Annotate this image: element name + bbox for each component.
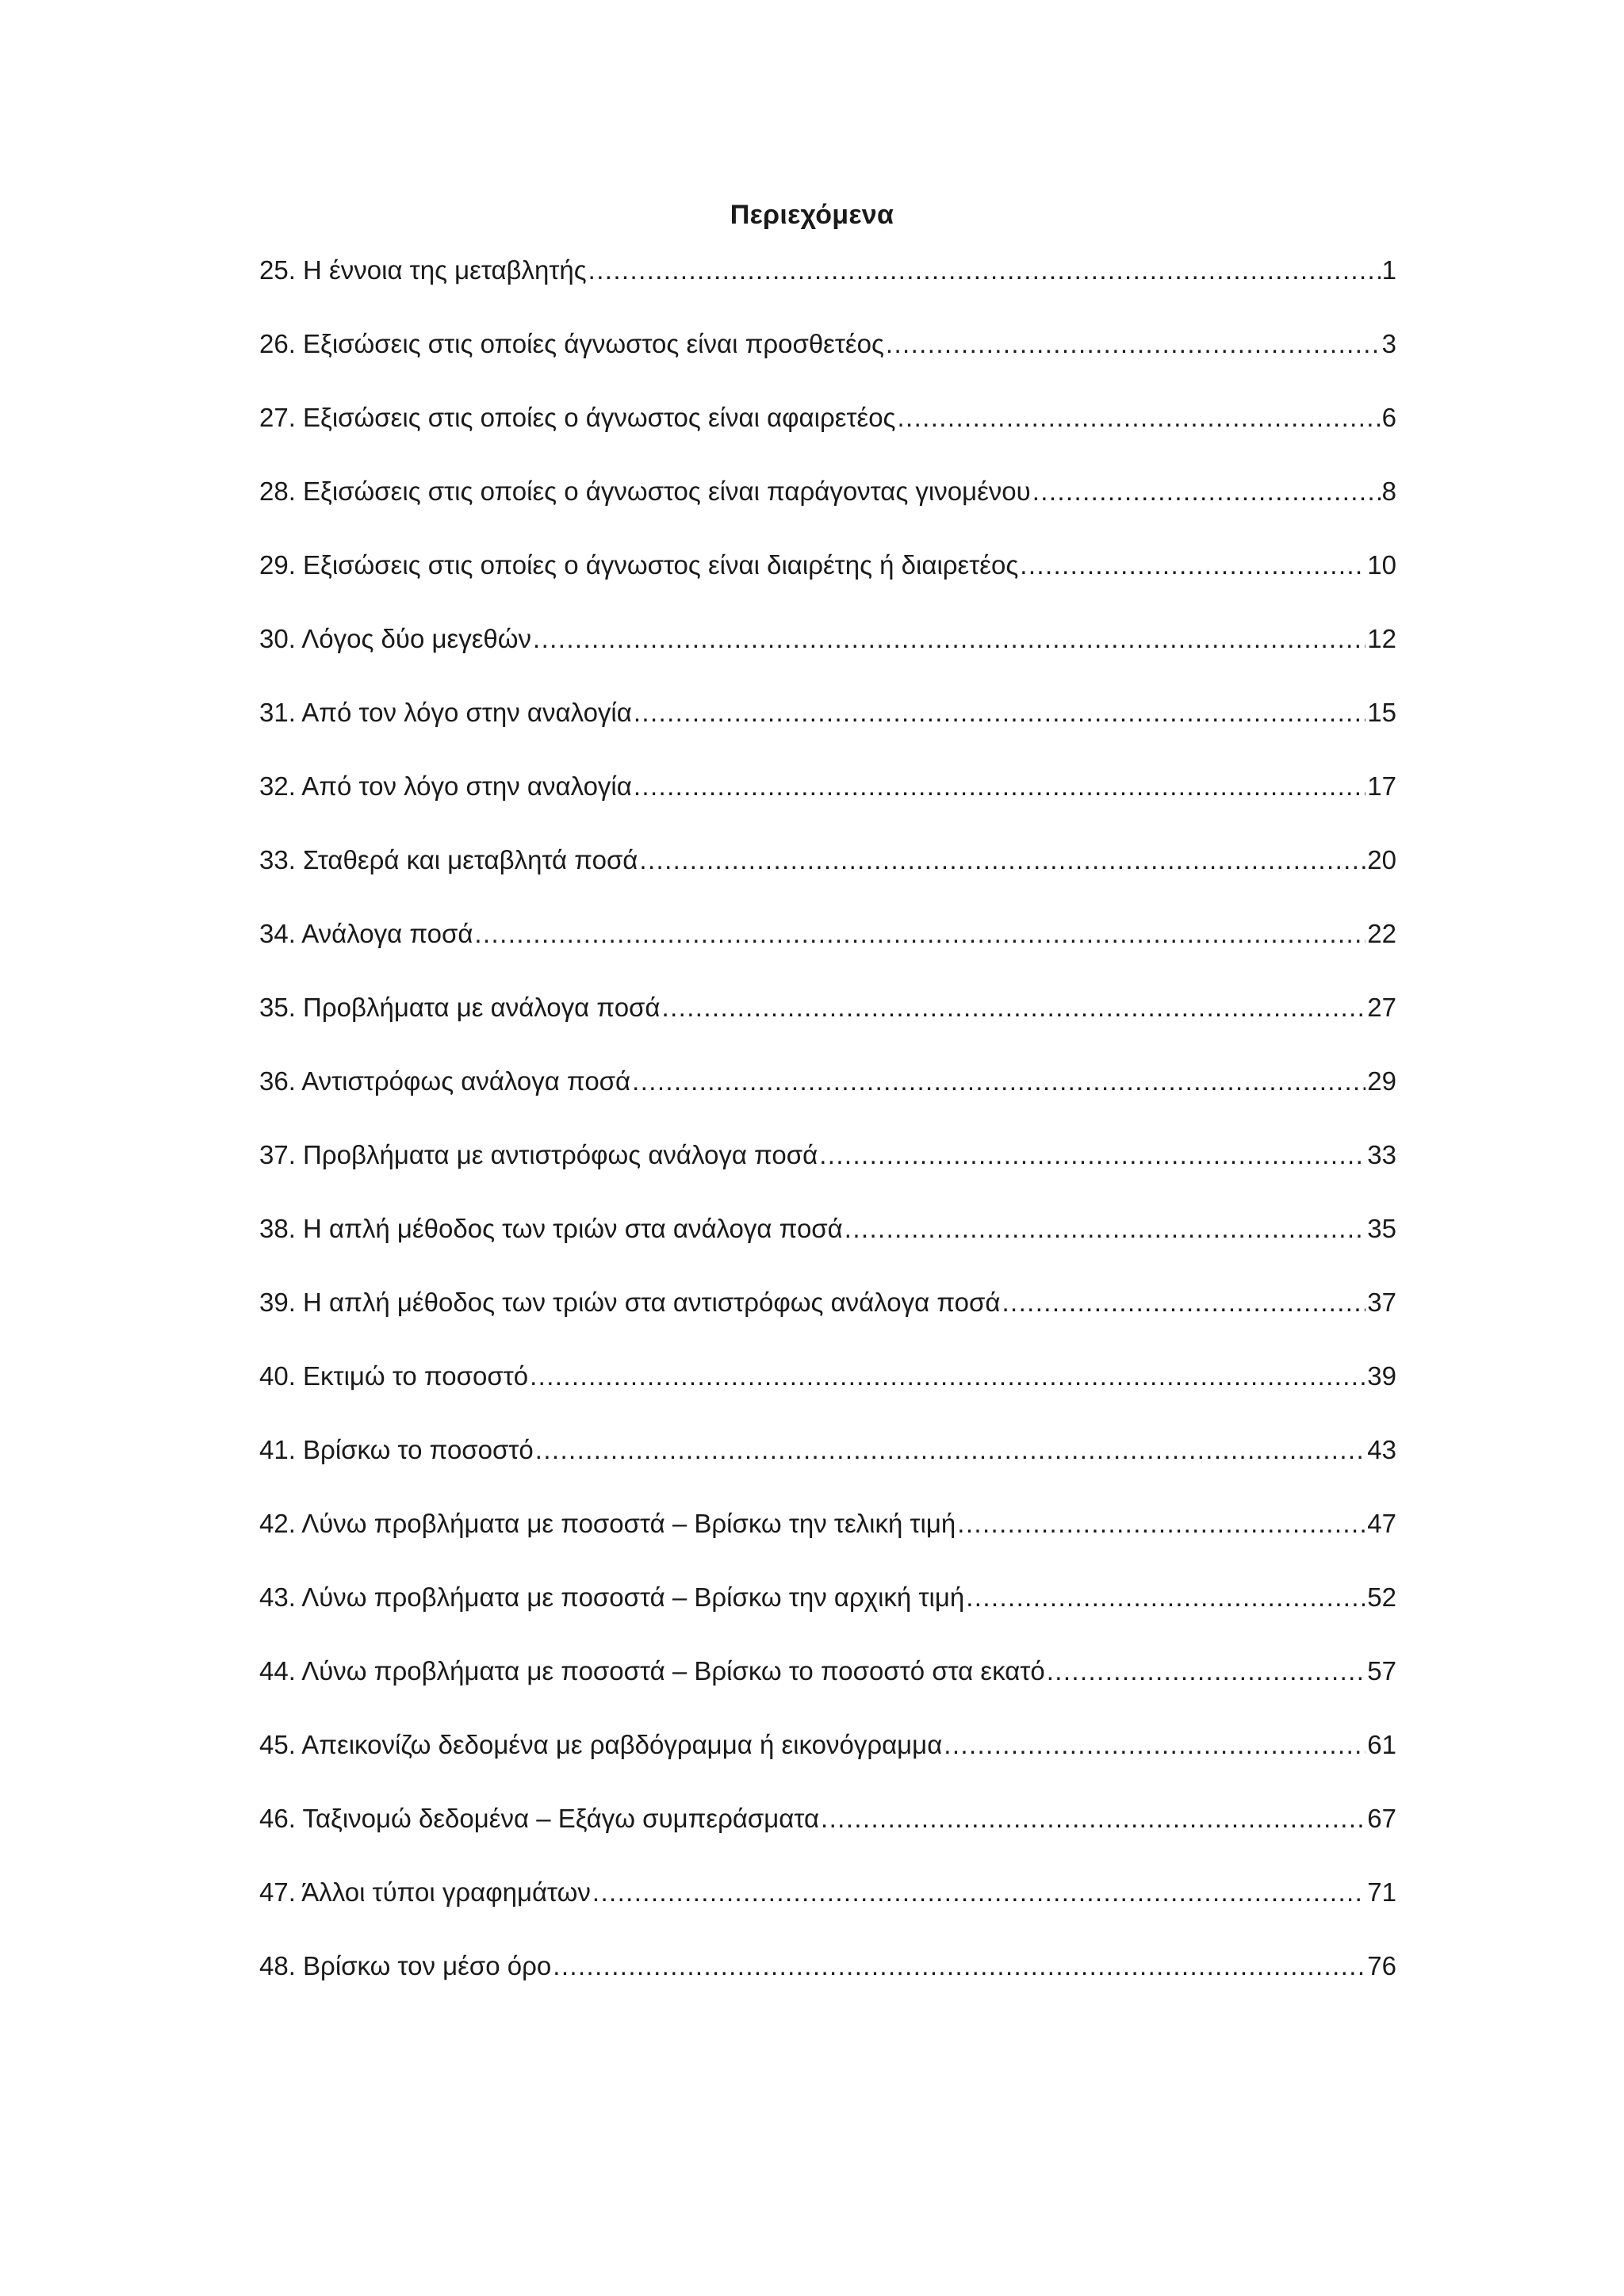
toc-page-number: 17: [1367, 771, 1396, 801]
toc-dot-leader: [533, 615, 1365, 663]
toc-entry-title: 37. Προβλήματα με αντιστρόφως ανάλογα ποσά: [259, 1140, 818, 1169]
toc-entry[interactable]: [259, 1721, 1396, 1795]
toc-page-number: 27: [1367, 993, 1396, 1022]
toc-page-number: 33: [1367, 1140, 1396, 1169]
toc-entry-title: 26. Εξισώσεις στις οποίες άγνωστος είναι προσθετέος: [259, 329, 884, 358]
toc-entry-title: 44. Λύνω προβλήματα με ποσοστά – Βρίσκω το ποσοστό στα εκατό: [259, 1656, 1045, 1686]
toc-dot-leader: [845, 1205, 1366, 1253]
toc-entry[interactable]: [259, 1279, 1396, 1353]
toc-entry-title: 30. Λόγος δύο μεγεθών: [259, 624, 532, 653]
toc-entry[interactable]: [259, 1058, 1396, 1131]
toc-entry[interactable]: [259, 1500, 1396, 1574]
toc-entry[interactable]: [259, 615, 1396, 689]
toc-entry-title: 35. Προβλήματα με ανάλογα ποσά: [259, 993, 661, 1022]
toc-entry[interactable]: [259, 910, 1396, 984]
toc-page-number: 10: [1367, 550, 1396, 580]
toc-entry[interactable]: [259, 320, 1396, 394]
toc-entry-title: 25. Η έννοια της μεταβλητής: [259, 255, 587, 285]
toc-page-number: 61: [1367, 1730, 1396, 1759]
toc-entry-title: 40. Εκτιμώ το ποσοστό: [259, 1361, 529, 1391]
toc-dot-leader: [662, 984, 1366, 1031]
toc-page-number: 43: [1367, 1435, 1396, 1464]
toc-page-number: 71: [1367, 1877, 1396, 1907]
toc-dot-leader: [966, 1574, 1365, 1621]
toc-dot-leader: [634, 689, 1365, 737]
toc-page-number: 8: [1381, 476, 1396, 506]
toc-entry-title: 46. Ταξινομώ δεδομένα – Εξάγω συμπεράσματα: [259, 1804, 820, 1833]
toc-entry[interactable]: [259, 763, 1396, 836]
toc-entry[interactable]: [259, 1205, 1396, 1279]
toc-dot-leader: [530, 1353, 1365, 1400]
toc-page-number: 37: [1367, 1288, 1396, 1317]
toc-entry-title: 47. Άλλοι τύποι γραφημάτων: [259, 1877, 591, 1907]
toc-page-number: 20: [1367, 845, 1396, 874]
toc-entry-title: 41. Βρίσκω το ποσοστό: [259, 1435, 534, 1464]
toc-dot-leader: [1002, 1279, 1365, 1326]
toc-entry-title: 48. Βρίσκω τον μέσο όρο: [259, 1951, 552, 1980]
toc-dot-leader: [634, 763, 1365, 810]
toc-entry[interactable]: [259, 1647, 1396, 1721]
toc-entry[interactable]: [259, 1942, 1396, 2016]
toc-entry[interactable]: [259, 1574, 1396, 1647]
toc-entry[interactable]: [259, 1353, 1396, 1426]
toc-entry[interactable]: [259, 1131, 1396, 1205]
toc-entry[interactable]: [259, 394, 1396, 468]
toc-dot-leader: [886, 320, 1381, 368]
toc-entry-title: 32. Από τον λόγο στην αναλογία: [259, 771, 632, 801]
toc-list: [259, 247, 1396, 2016]
toc-page-number: 12: [1367, 624, 1396, 653]
toc-dot-leader: [632, 1058, 1365, 1105]
toc-dot-leader: [553, 1942, 1365, 1990]
toc-entry[interactable]: [259, 1795, 1396, 1869]
toc-title: Περιεχόμενα: [730, 200, 894, 230]
toc-dot-leader: [819, 1131, 1365, 1179]
toc-entry-title: 29. Εξισώσεις στις οποίες ο άγνωστος είναι διαιρέτης ή διαιρετέος: [259, 550, 1019, 580]
toc-dot-leader: [639, 836, 1365, 884]
toc-entry-title: 31. Από τον λόγο στην αναλογία: [259, 698, 632, 727]
toc-page-number: 35: [1367, 1214, 1396, 1243]
toc-entry-title: 38. Η απλή μέθοδος των τριών στα ανάλογα ποσά: [259, 1214, 843, 1243]
toc-entry[interactable]: [259, 1426, 1396, 1500]
toc-dot-leader: [588, 247, 1381, 294]
toc-entry[interactable]: [259, 247, 1396, 320]
toc-page-number: 1: [1381, 255, 1396, 285]
toc-page-number: 6: [1381, 403, 1396, 432]
toc-dot-leader: [1032, 468, 1381, 515]
toc-dot-leader: [592, 1869, 1365, 1916]
toc-page-number: 3: [1381, 329, 1396, 358]
toc-page-number: 22: [1367, 919, 1396, 948]
toc-entry-title: 43. Λύνω προβλήματα με ποσοστά – Βρίσκω την αρχική τιμή: [259, 1582, 965, 1612]
toc-entry[interactable]: [259, 541, 1396, 615]
toc-entry-title: 45. Απεικονίζω δεδομένα με ραβδόγραμμα ή εικονόγραμμα: [259, 1730, 943, 1759]
toc-page-number: 76: [1367, 1951, 1396, 1980]
toc-dot-leader: [474, 910, 1365, 958]
toc-page-number: 52: [1367, 1582, 1396, 1612]
toc-entry-title: 27. Εξισώσεις στις οποίες ο άγνωστος είναι αφαιρετέος: [259, 403, 896, 432]
toc-page-number: 47: [1367, 1509, 1396, 1538]
toc-entry-title: 34. Ανάλογα ποσά: [259, 919, 473, 948]
toc-entry[interactable]: [259, 836, 1396, 910]
toc-page-number: 39: [1367, 1361, 1396, 1391]
toc-page-number: 15: [1367, 698, 1396, 727]
toc-entry-title: 33. Σταθερά και μεταβλητά ποσά: [259, 845, 638, 874]
toc-page-number: 57: [1367, 1656, 1396, 1686]
toc-dot-leader: [944, 1721, 1365, 1769]
toc-page-number: 29: [1367, 1066, 1396, 1096]
toc-entry-title: 39. Η απλή μέθοδος των τριών στα αντιστρόφως ανάλογα ποσά: [259, 1288, 1001, 1317]
toc-entry-title: 36. Αντιστρόφως ανάλογα ποσά: [259, 1066, 631, 1096]
toc-entry[interactable]: [259, 1869, 1396, 1942]
toc-entry[interactable]: [259, 689, 1396, 763]
toc-entry[interactable]: [259, 984, 1396, 1058]
toc-dot-leader: [821, 1795, 1365, 1843]
toc-dot-leader: [1047, 1647, 1366, 1695]
toc-dot-leader: [1020, 541, 1365, 589]
toc-entry-title: 28. Εξισώσεις στις οποίες ο άγνωστος είναι παράγοντας γινομένου: [259, 476, 1031, 506]
toc-dot-leader: [957, 1500, 1365, 1548]
toc-dot-leader: [535, 1426, 1366, 1474]
toc-page-number: 67: [1367, 1804, 1396, 1833]
toc-entry[interactable]: [259, 468, 1396, 541]
toc-entry-title: 42. Λύνω προβλήματα με ποσοστά – Βρίσκω την τελική τιμή: [259, 1509, 956, 1538]
toc-dot-leader: [897, 394, 1380, 442]
